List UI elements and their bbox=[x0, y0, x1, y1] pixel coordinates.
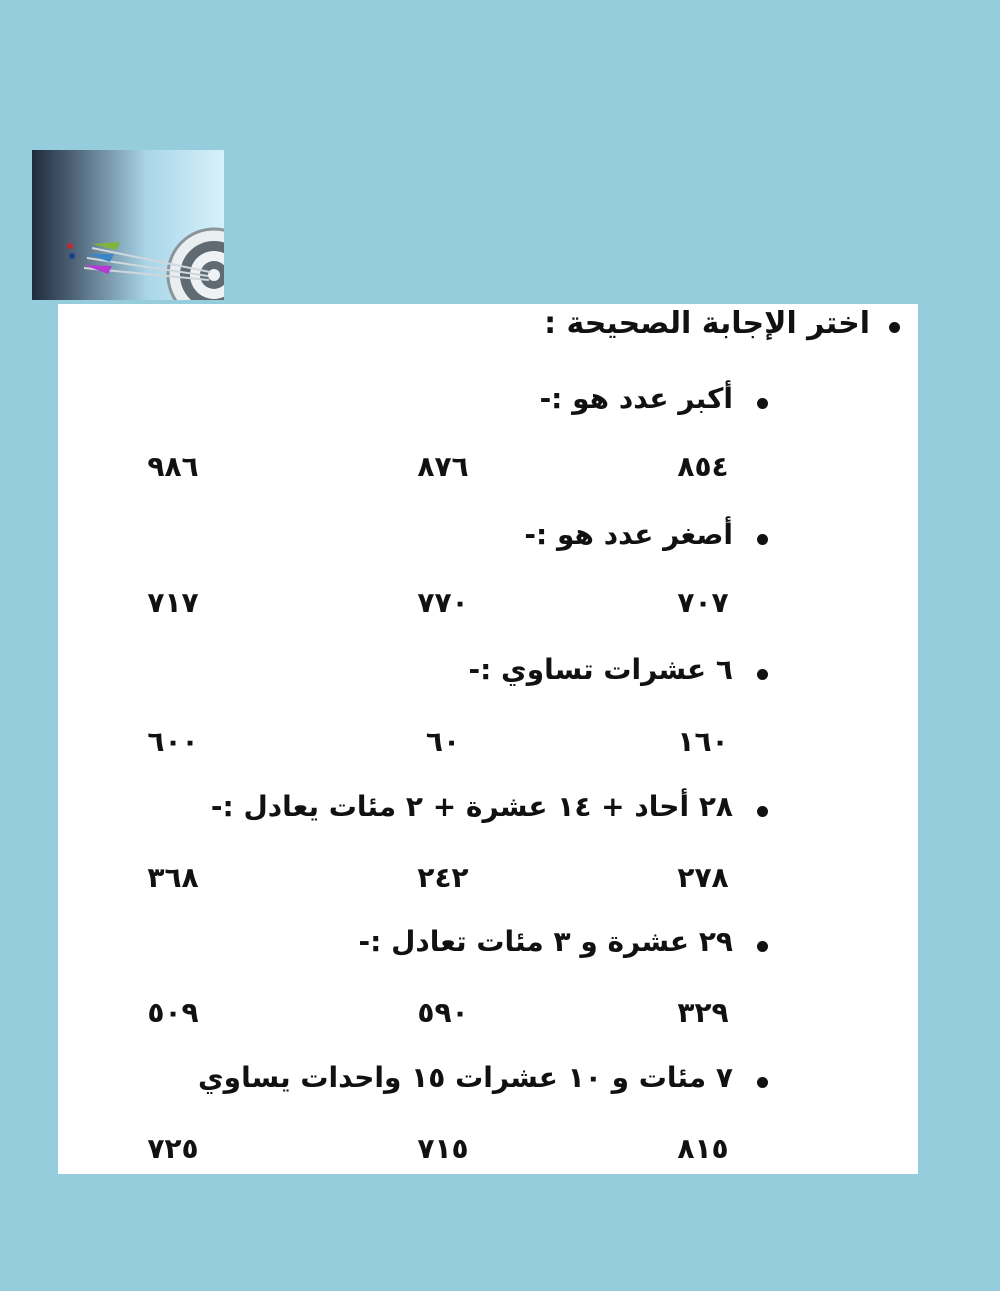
question-6: ٧ مئات و ١٠ عشرات ١٥ واحدات يساوي bbox=[198, 1061, 733, 1094]
question-1-option-3[interactable]: ٩٨٦ bbox=[147, 450, 199, 483]
archery-target-icon bbox=[32, 150, 224, 300]
question-5-option-3[interactable]: ٥٠٩ bbox=[147, 996, 199, 1029]
question-bullet bbox=[757, 398, 768, 409]
question-3-option-2[interactable]: ٦٠ bbox=[425, 725, 461, 758]
question-2-option-1[interactable]: ٧٠٧ bbox=[677, 586, 729, 619]
question-bullet bbox=[757, 1077, 768, 1088]
question-3: ٦ عشرات تساوي :- bbox=[468, 653, 733, 686]
worksheet bbox=[58, 304, 918, 1174]
question-6-option-3[interactable]: ٧٢٥ bbox=[147, 1132, 199, 1165]
question-bullet bbox=[757, 806, 768, 817]
question-5-option-2[interactable]: ٥٩٠ bbox=[417, 996, 469, 1029]
question-bullet bbox=[757, 669, 768, 680]
heading-bullet bbox=[889, 322, 900, 333]
question-4-option-2[interactable]: ٢٤٢ bbox=[417, 861, 469, 894]
question-6-option-1[interactable]: ٨١٥ bbox=[677, 1132, 729, 1165]
question-1-option-1[interactable]: ٨٥٤ bbox=[677, 450, 729, 483]
question-3-option-1[interactable]: ١٦٠ bbox=[677, 725, 729, 758]
question-3-option-3[interactable]: ٦٠٠ bbox=[147, 725, 199, 758]
question-4-option-3[interactable]: ٣٦٨ bbox=[147, 861, 199, 894]
question-bullet bbox=[757, 941, 768, 952]
question-4-option-1[interactable]: ٢٧٨ bbox=[677, 861, 729, 894]
question-4: ٢٨ أحاد + ١٤ عشرة + ٢ مئات يعادل :- bbox=[210, 790, 733, 823]
question-5-option-1[interactable]: ٣٢٩ bbox=[677, 996, 729, 1029]
question-1-option-2[interactable]: ٨٧٦ bbox=[417, 450, 469, 483]
question-2-option-3[interactable]: ٧١٧ bbox=[147, 586, 199, 619]
question-2: أصغر عدد هو :- bbox=[524, 518, 733, 551]
question-1: أكبر عدد هو :- bbox=[539, 382, 733, 415]
worksheet-heading: اختر الإجابة الصحيحة : bbox=[544, 306, 870, 341]
question-bullet bbox=[757, 534, 768, 545]
question-5: ٢٩ عشرة و ٣ مئات تعادل :- bbox=[358, 925, 733, 958]
question-6-option-2[interactable]: ٧١٥ bbox=[417, 1132, 469, 1165]
target-arrows-icon bbox=[32, 150, 224, 300]
question-2-option-2[interactable]: ٧٧٠ bbox=[417, 586, 469, 619]
